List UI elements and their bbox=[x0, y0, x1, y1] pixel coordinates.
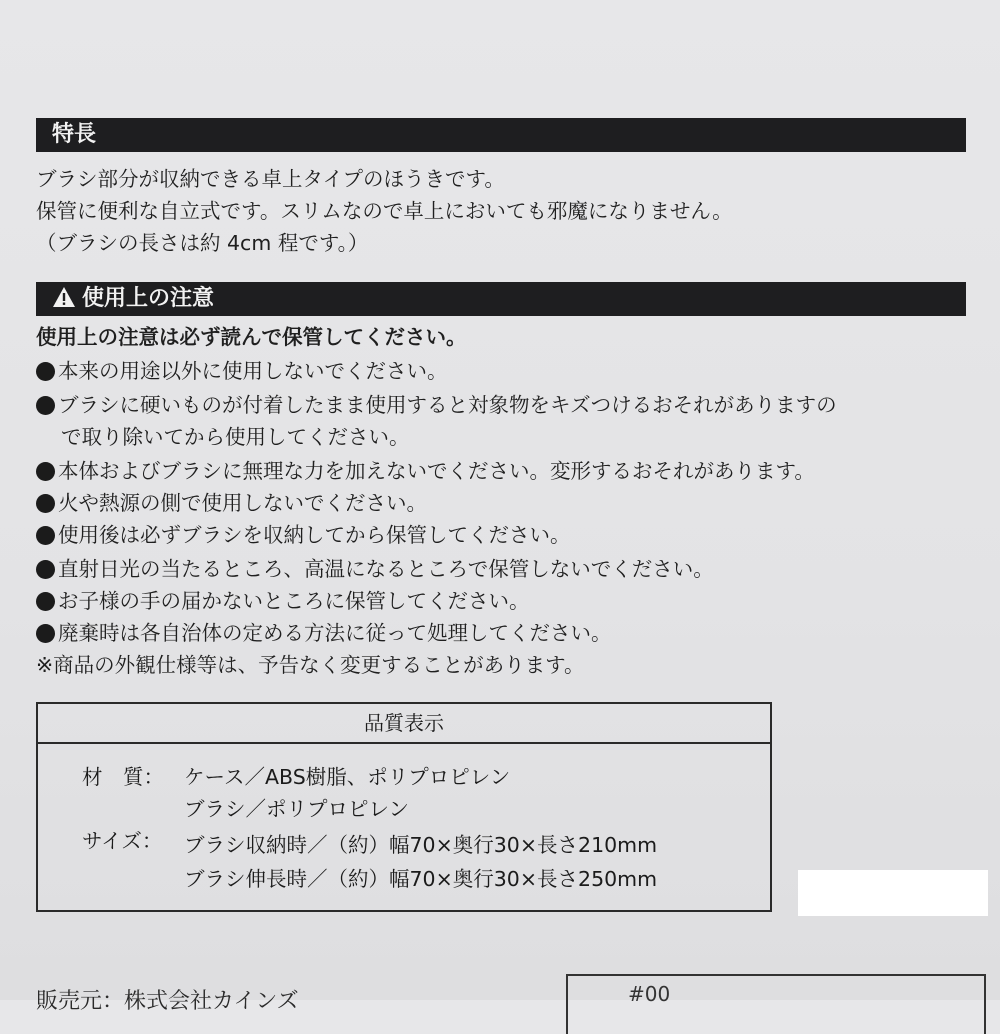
size-extended: ブラシ伸長時／（約）幅70×奥行30×長さ250mm bbox=[184, 867, 658, 891]
features-heading: 特長 bbox=[52, 122, 97, 147]
warning-triangle-icon bbox=[52, 285, 76, 319]
bullet-icon bbox=[36, 494, 55, 513]
caution-item: 本体およびブラシに無理な力を加えないでください。変形するおそれがあります。 bbox=[36, 456, 815, 486]
bullet-icon bbox=[36, 560, 55, 579]
bullet-icon bbox=[36, 396, 55, 415]
bullet-icon bbox=[36, 362, 55, 381]
seller-info: 販売元：株式会社カインズ bbox=[36, 989, 299, 1014]
cautions-heading: 使用上の注意 bbox=[82, 286, 215, 311]
white-label-patch bbox=[798, 870, 988, 916]
features-line-3: （ブラシの長さは約 4cm 程です。） bbox=[36, 231, 369, 255]
features-line-2: 保管に便利な自立式です。スリムなので卓上においても邪魔になりません。 bbox=[36, 199, 733, 223]
caution-item: 廃棄時は各自治体の定める方法に従って処理してください。 bbox=[36, 618, 612, 648]
size-label: サイズ： bbox=[82, 829, 163, 853]
caution-item: 直射日光の当たるところ、高温になるところで保管しないでください。 bbox=[36, 554, 714, 584]
features-heading-bar bbox=[36, 118, 966, 152]
quality-title: 品質表示 bbox=[38, 704, 770, 744]
barcode-box bbox=[566, 974, 986, 1034]
product-code: #00 bbox=[628, 982, 671, 1006]
bullet-icon bbox=[36, 624, 55, 643]
bullet-icon bbox=[36, 592, 55, 611]
quality-label-box bbox=[36, 702, 772, 912]
cautions-heading-bar bbox=[36, 282, 966, 316]
material-brush: ブラシ／ポリプロピレン bbox=[184, 797, 409, 821]
size-stored: ブラシ収納時／（約）幅70×奥行30×長さ210mm bbox=[184, 833, 658, 857]
material-label: 材 質： bbox=[82, 765, 164, 789]
bullet-icon bbox=[36, 526, 55, 545]
caution-item: ブラシに硬いものが付着したまま使用すると対象物をキズつけるおそれがありますの bbox=[36, 390, 837, 420]
bullet-icon bbox=[36, 462, 55, 481]
caution-item: 本来の用途以外に使用しないでください。 bbox=[36, 356, 448, 386]
cautions-intro: 使用上の注意は必ず読んで保管してください。 bbox=[36, 325, 467, 349]
features-line-1: ブラシ部分が収納できる卓上タイプのほうきです。 bbox=[36, 167, 505, 191]
material-case: ケース／ABS樹脂、ポリプロピレン bbox=[184, 765, 511, 789]
caution-item-continuation: で取り除いてから使用してください。 bbox=[61, 425, 410, 449]
cautions-note: ※商品の外観仕様等は、予告なく変更することがあります。 bbox=[36, 653, 585, 677]
caution-item: お子様の手の届かないところに保管してください。 bbox=[36, 586, 530, 616]
caution-item: 使用後は必ずブラシを収納してから保管してください。 bbox=[36, 520, 571, 550]
caution-item: 火や熱源の側で使用しないでください。 bbox=[36, 488, 427, 518]
